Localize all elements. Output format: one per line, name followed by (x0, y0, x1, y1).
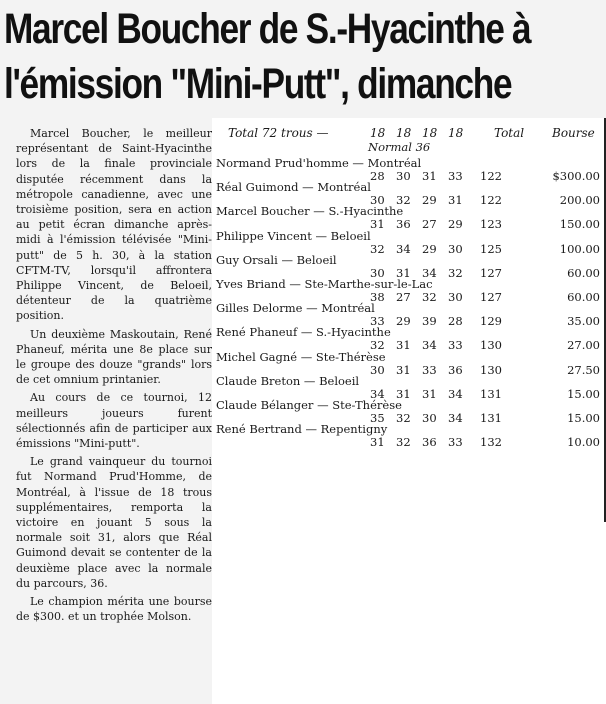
article-body (16, 126, 212, 628)
round-score: 32 (396, 411, 411, 425)
round-score: 31 (396, 265, 411, 280)
header-round-1: 18 (370, 126, 386, 140)
player-name: Claude Bélanger — Ste-Thérèse (216, 398, 402, 412)
total-score: 127 (480, 290, 502, 304)
round-score: 38 (370, 290, 385, 304)
purse-amount: 35.00 (567, 314, 600, 329)
round-score: 28 (370, 169, 385, 183)
round-score: 32 (370, 241, 385, 256)
article-paragraph: Un deuxième Maskoutain, René Phaneuf, mérita une 8e place sur le groupe des douze "grands" lors de cet omnium printanier. (16, 327, 212, 387)
round-score: 32 (370, 338, 385, 353)
round-score: 34 (396, 241, 411, 256)
article-paragraph: Le grand vainqueur du tournoi fut Normand Prud'Homme, de Montréal, à l'issue de 18 trous supplémentaires, remporta la victoire en jouant 5 sous la normale soit 31, alors que Réal Guimond devait se contenter de la deuxième place avec la normale du parcours, 36. (16, 455, 212, 590)
round-score: 34 (448, 411, 463, 425)
round-score: 34 (422, 338, 437, 353)
round-score: 33 (448, 169, 463, 183)
round-score: 36 (396, 217, 411, 232)
round-score: 30 (370, 265, 385, 280)
round-score: 29 (422, 241, 437, 256)
round-score: 33 (370, 314, 385, 329)
player-name: Yves Briand — Ste-Marthe-sur-le-Lac (216, 277, 433, 291)
round-score: 29 (396, 314, 411, 329)
round-score: 28 (448, 314, 463, 329)
player-name: Gilles Delorme — Montréal (216, 301, 375, 316)
round-score: 33 (448, 435, 463, 450)
total-score: 125 (480, 241, 502, 256)
round-score: 30 (448, 290, 463, 304)
purse-amount: 10.00 (567, 435, 600, 450)
round-score: 39 (422, 314, 437, 329)
blank-area (212, 522, 606, 704)
round-score: 31 (422, 169, 437, 183)
round-score: 33 (422, 362, 437, 377)
article-paragraph: Marcel Boucher, le meilleur représentant de Saint-Hyacinthe lors de la finale provinciale disputée récemment dans la métropole canadienne, avec une troisième position, sera en action au petit écran dimanche après-midi à l'émission télévisée "Mini-putt" de 5 h. 30, à la station CFTM-TV, lorsqu'il affrontera Philippe Vincent, de Beloeil, détenteur de la quatrième position. (16, 127, 212, 323)
round-score: 30 (422, 411, 437, 425)
round-score: 36 (448, 362, 463, 377)
header-round-4: 18 (448, 126, 464, 140)
round-score: 32 (396, 193, 411, 208)
total-score: 131 (480, 386, 502, 401)
round-score: 31 (422, 386, 437, 401)
round-score: 30 (370, 193, 385, 208)
round-score: 29 (448, 217, 463, 232)
player-name: Réal Guimond — Montréal (216, 180, 371, 195)
total-score: 130 (480, 338, 502, 353)
header-purse: Bourse (552, 126, 595, 140)
header-total: Total (494, 126, 525, 140)
total-score: 131 (480, 411, 502, 425)
purse-amount: 100.00 (559, 241, 600, 256)
round-score: 35 (370, 411, 385, 425)
purse-amount: $300.00 (552, 169, 600, 183)
player-name: Michel Gagné — Ste-Thérèse (216, 349, 386, 364)
headline-line-2: l'émission "Mini-Putt", dimanche (4, 60, 512, 108)
par-line: Normal 36 (368, 140, 431, 154)
round-score: 32 (448, 265, 463, 280)
total-score: 122 (480, 193, 502, 208)
round-score: 32 (396, 435, 411, 450)
results-table (212, 118, 606, 522)
purse-amount: 27.00 (567, 338, 600, 353)
header-total-label: Total 72 trous — (228, 126, 329, 140)
round-score: 31 (396, 338, 411, 353)
headline-line-1: Marcel Boucher de S.-Hyacinthe à (4, 5, 531, 53)
purse-amount: 150.00 (559, 217, 600, 232)
header-round-2: 18 (396, 126, 412, 140)
player-name: René Bertrand — Repentigny (216, 422, 388, 437)
player-name: Philippe Vincent — Beloeil (216, 228, 371, 243)
total-score: 130 (480, 362, 502, 377)
player-name: Marcel Boucher — S.-Hyacinthe (216, 204, 404, 219)
total-score: 123 (480, 217, 502, 232)
total-score: 127 (480, 265, 502, 280)
total-score: 122 (480, 169, 502, 183)
purse-amount: 200.00 (559, 193, 600, 208)
round-score: 29 (422, 193, 437, 208)
round-score: 34 (422, 265, 437, 280)
player-name: Claude Breton — Beloeil (216, 373, 360, 388)
total-score: 132 (480, 435, 502, 450)
purse-amount: 60.00 (567, 290, 600, 304)
header-round-3: 18 (422, 126, 438, 140)
round-score: 27 (422, 217, 437, 232)
round-score: 34 (448, 386, 463, 401)
round-score: 36 (422, 435, 437, 450)
round-score: 30 (448, 241, 463, 256)
headline (4, 2, 531, 112)
round-score: 31 (370, 435, 385, 450)
round-score: 30 (370, 362, 385, 377)
round-score: 30 (396, 169, 411, 183)
round-score: 32 (422, 290, 437, 304)
round-score: 33 (448, 338, 463, 353)
player-name: Guy Orsali — Beloeil (216, 252, 337, 267)
round-score: 34 (370, 386, 385, 401)
purse-amount: 15.00 (567, 411, 600, 425)
article-paragraph: Au cours de ce tournoi, 12 meilleurs joueurs furent sélectionnés afin de participer aux émissions "Mini-putt". (16, 391, 212, 451)
purse-amount: 27.50 (567, 362, 600, 377)
player-name: Normand Prud'homme — Montréal (216, 156, 422, 170)
round-score: 31 (370, 217, 385, 232)
round-score: 27 (396, 290, 411, 304)
purse-amount: 15.00 (567, 386, 600, 401)
round-score: 31 (396, 362, 411, 377)
article-paragraph: Le champion mérita une bourse de $300. et un trophée Molson. (16, 595, 212, 624)
round-score: 31 (448, 193, 463, 208)
purse-amount: 60.00 (567, 265, 600, 280)
player-name: René Phaneuf — S.-Hyacinthe (216, 325, 391, 340)
total-score: 129 (480, 314, 502, 329)
round-score: 31 (396, 386, 411, 401)
